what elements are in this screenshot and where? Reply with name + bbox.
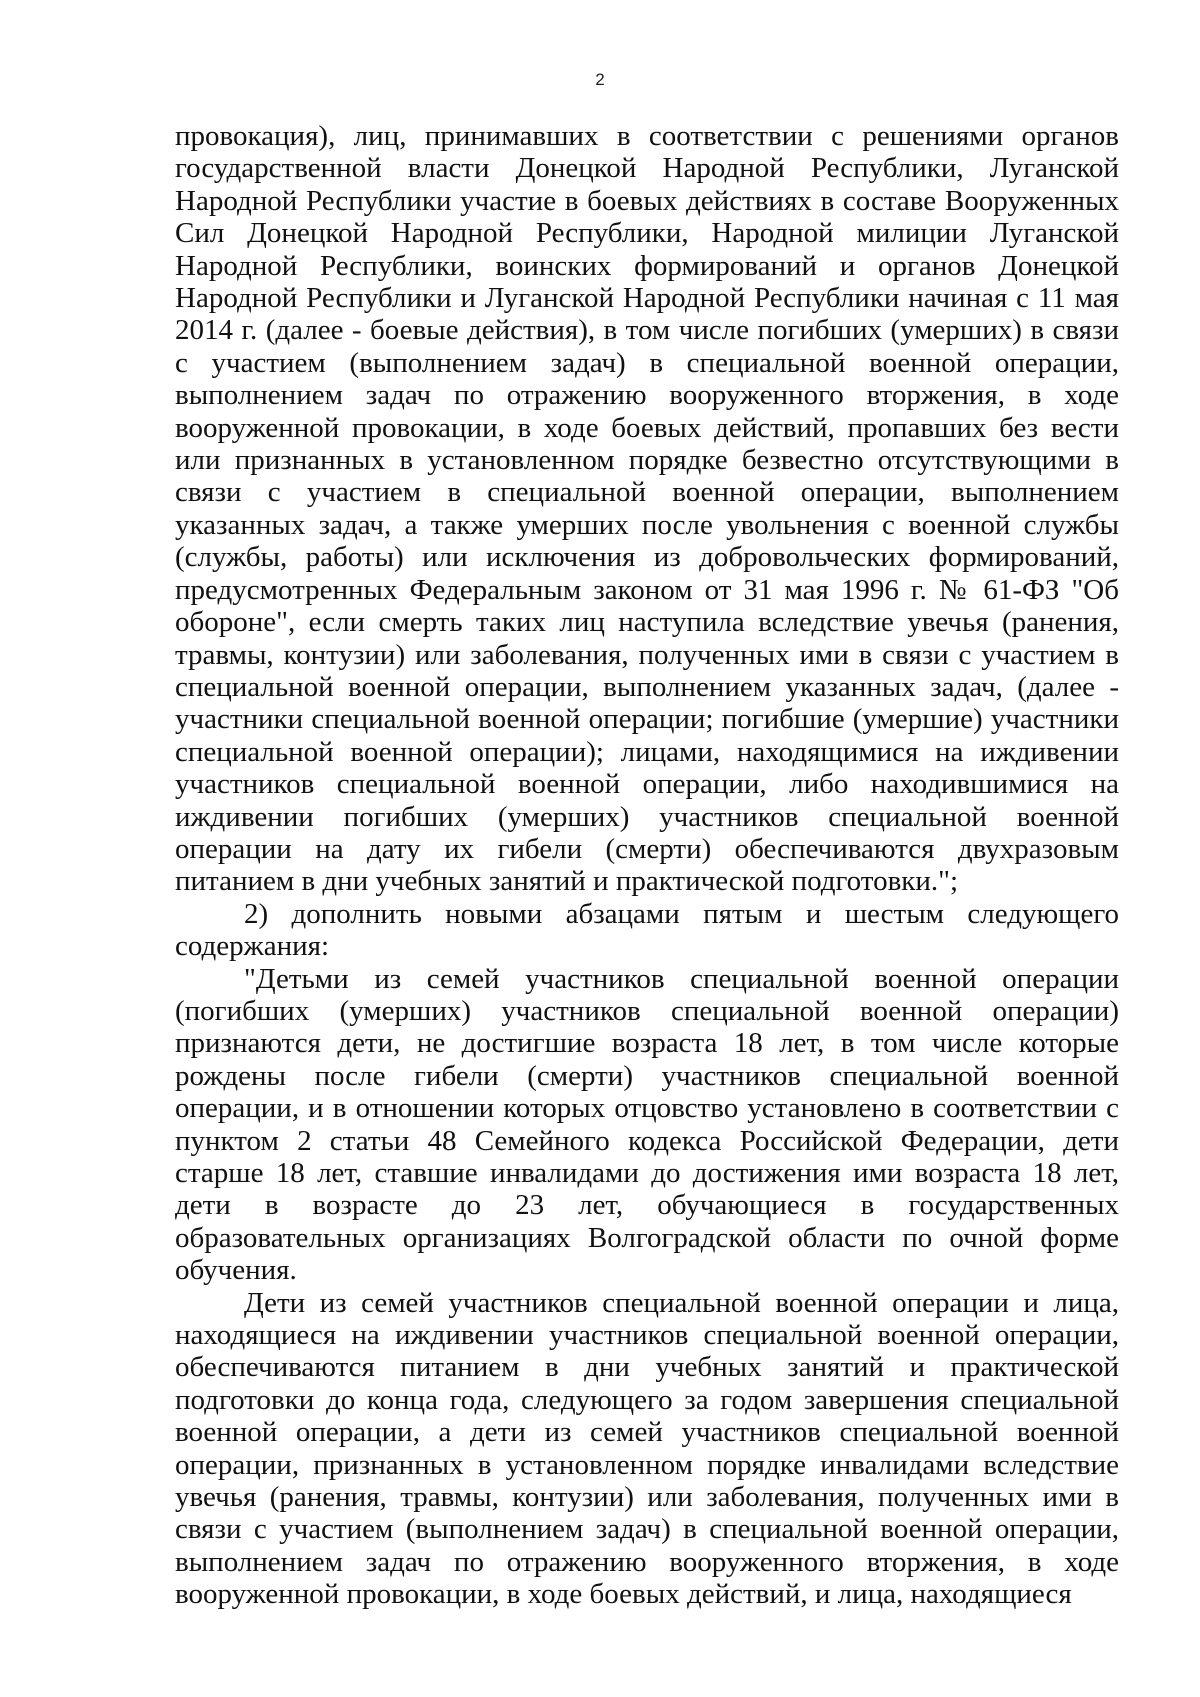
- paragraph-quoted-definition: "Детьми из семей участников специальной военной операции (погибших (умерших) участников специальной военной операции) признаются дети, не достигшие возраста 18 лет, в том числе которые рождены после гибели (смерти) участников специальной военной операции, и в отношении которых отцовство установлено в соответствии с пунктом 2 статьи 48 Семейного кодекса Российской Федерации, дети старше 18 лет, ставшие инвалидами до достижения ими возраста 18 лет, дети в возрасте до 23 лет, обучающиеся в государственных образовательных организациях Волгоградской области по очной форме обучения.: [175, 962, 1119, 1287]
- page-number: 2: [595, 70, 605, 89]
- paragraph-meal-provision: Дети из семей участников специальной военной операции и лица, находящиеся на иждивении участников специальной военной операции, обеспечиваются питанием в дни учебных занятий и практической подготовки до конца года, следующего за годом завершения специальной военной операции, а дети из семей участников специальной военной операции, признанных в установленном порядке инвалидами вследствие увечья (ранения, травмы, контузии) или заболевания, полученных ими в связи с участием (выполнением задач) в специальной военной операции, выполнением задач по отражению вооруженного вторжения, в ходе вооруженной провокации, в ходе боевых действий, и лица, находящиеся: [175, 1286, 1119, 1611]
- paragraph-amendment-item-2: 2) дополнить новыми абзацами пятым и шестым следующего содержания:: [175, 897, 1119, 963]
- document-body: [175, 120, 1119, 1611]
- paragraph-continuation: провокация), лиц, принимавших в соответствии с решениями органов государственной власти Донецкой Народной Республики, Луганской Народной Республики участие в боевых действиях в составе Вооруженных Сил Донецкой Народной Республики, Народной милиции Луганской Народной Республики, воинских формирований и органов Донецкой Народной Республики и Луганской Народной Республики начиная с 11 мая 2014 г. (далее - боевые действия), в том числе погибших (умерших) в связи с участием (выполнением задач) в специальной военной операции, выполнением задач по отражению вооруженного вторжения, в ходе вооруженной провокации, в ходе боевых действий, пропавших без вести или признанных в установленном порядке безвестно отсутствующими в связи с участием в специальной военной операции, выполнением указанных задач, а также умерших после увольнения с военной службы (службы, работы) или исключения из добровольческих формирований, предусмотренных Федеральным законом от 31 мая 1996 г. № 61-ФЗ "Об обороне", если смерть таких лиц наступила вследствие увечья (ранения, травмы, контузии) или заболевания, полученных ими в связи с участием в специальной военной операции, выполнением указанных задач, (далее - участники специальной военной операции; погибшие (умершие) участники специальной военной операции); лицами, находящимися на иждивении участников специальной военной операции, либо находившимися на иждивении погибших (умерших) участников специальной военной операции на дату их гибели (смерти) обеспечиваются двухразовым питанием в дни учебных занятий и практической подготовки.";: [175, 120, 1119, 898]
